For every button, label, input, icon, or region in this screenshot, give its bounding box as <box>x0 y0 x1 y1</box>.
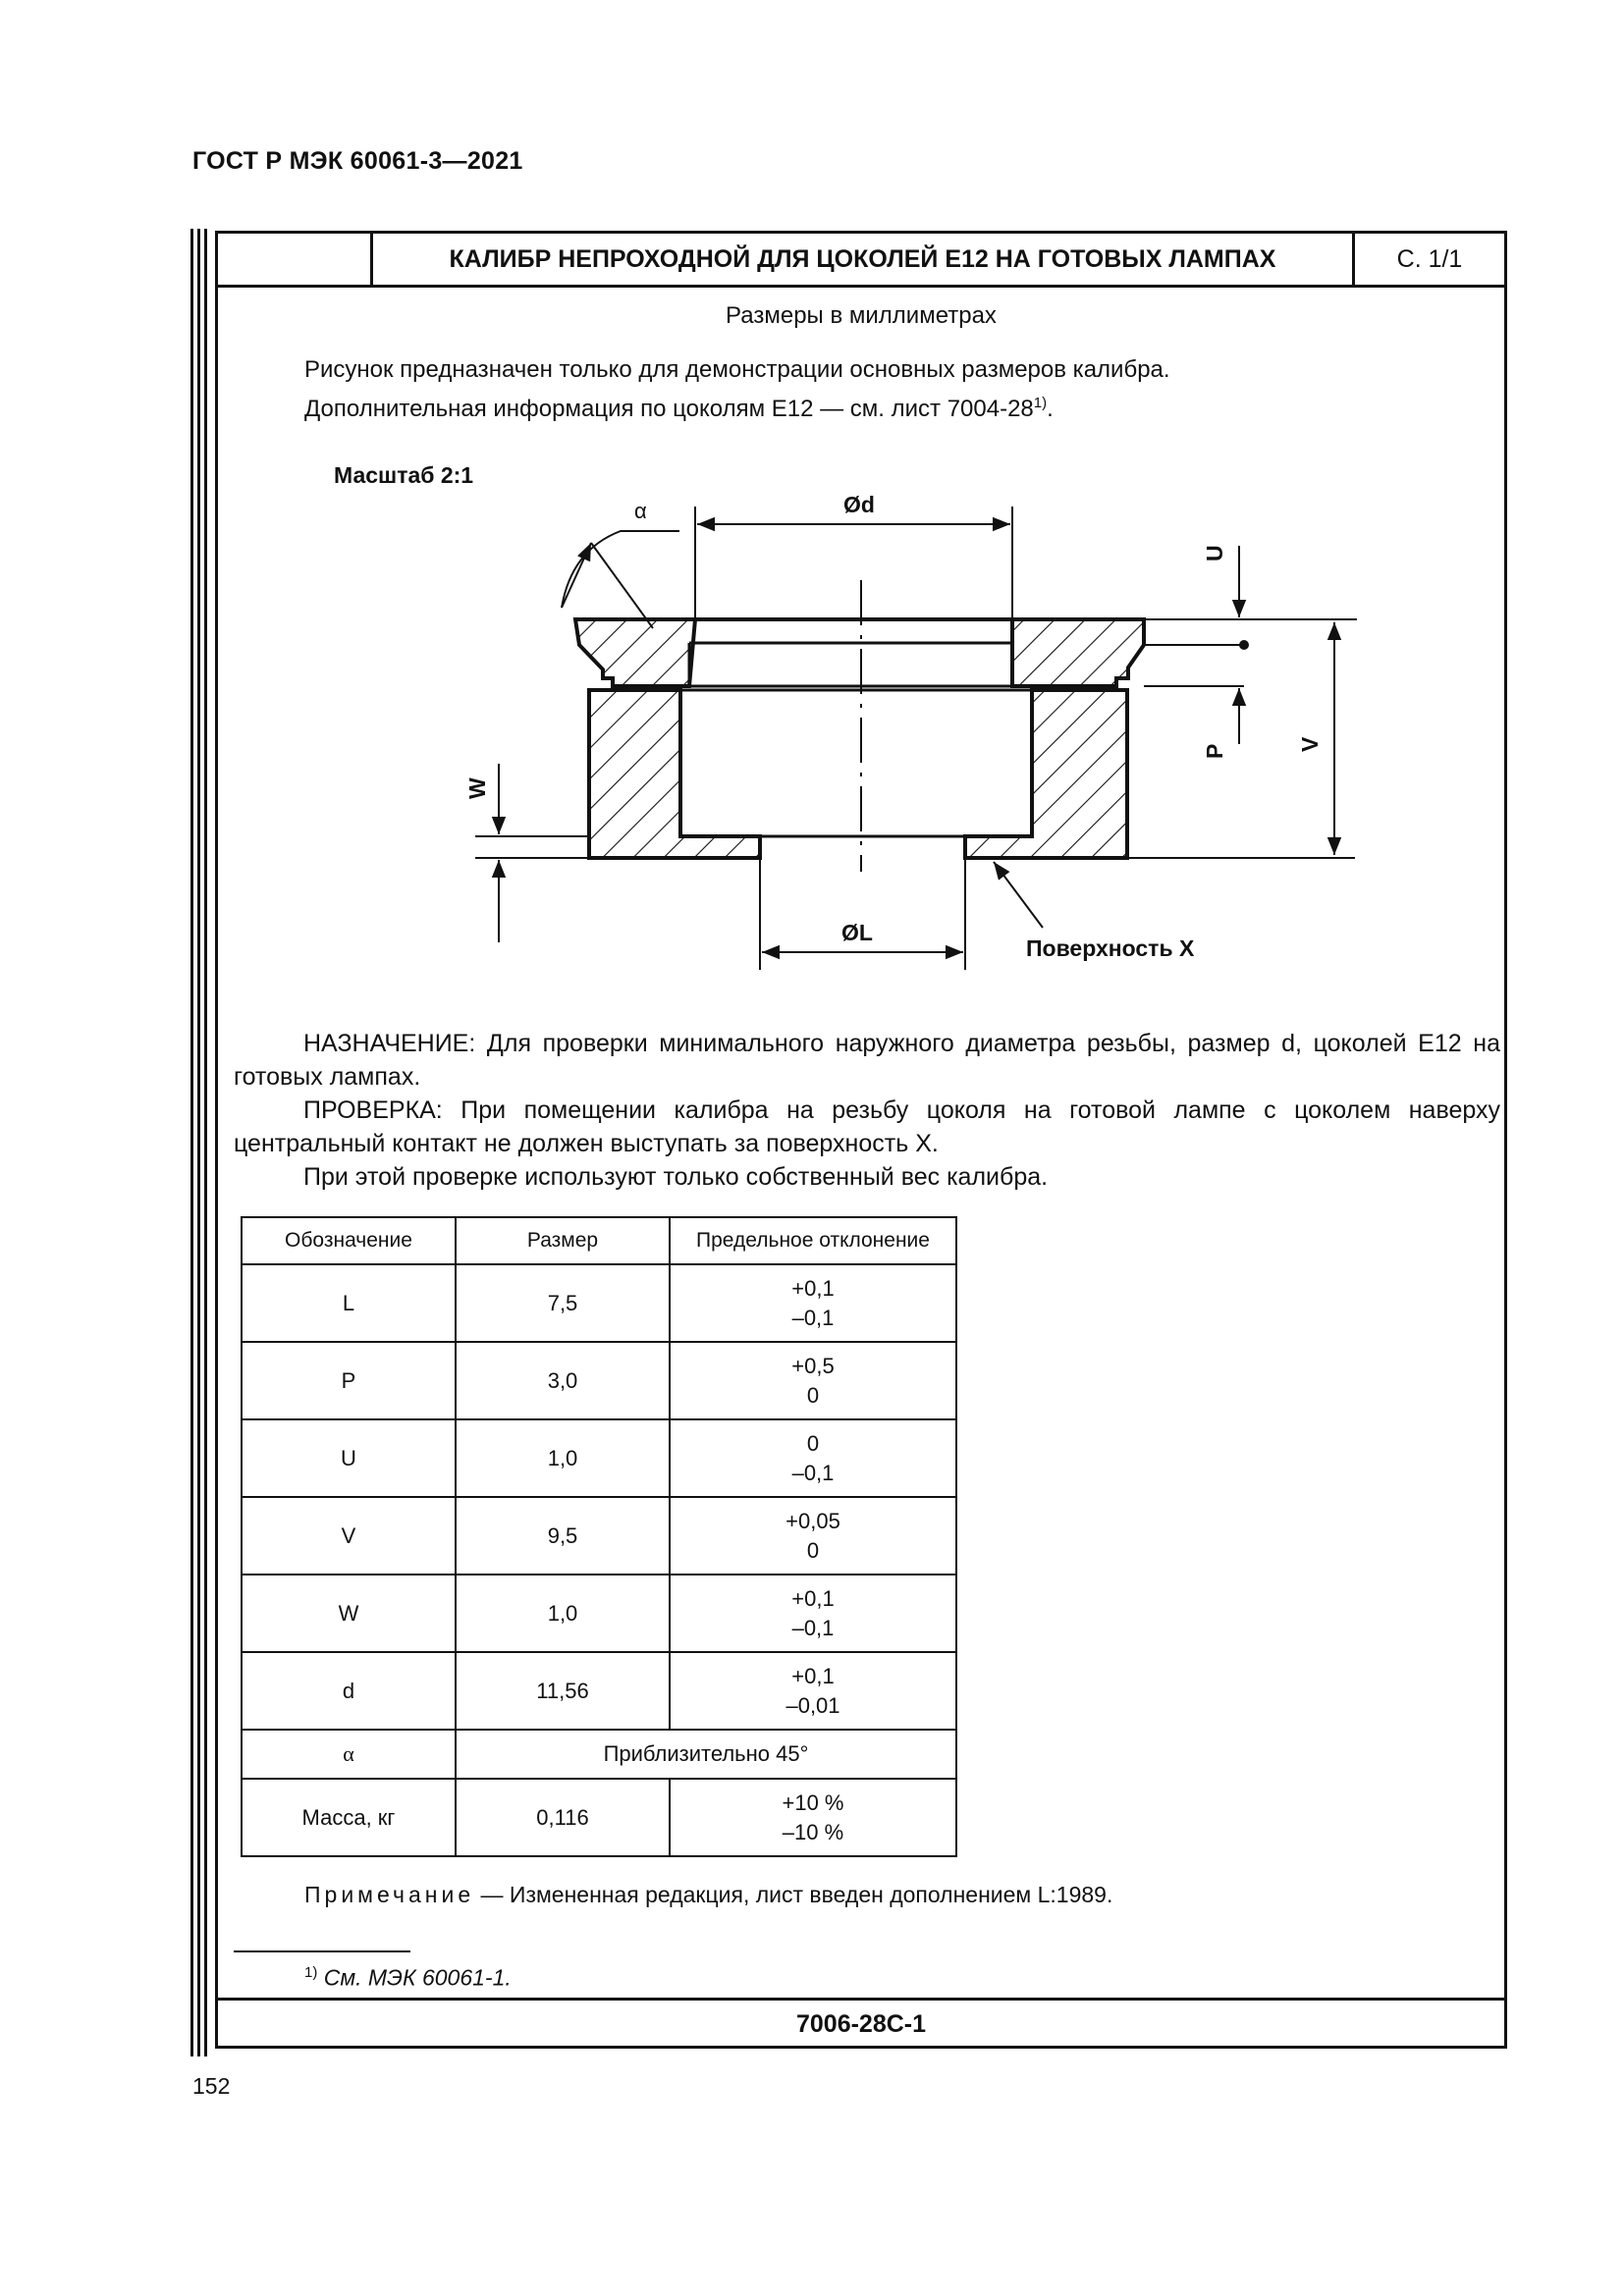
l-dimension-label: ØL <box>841 920 873 945</box>
document-id: ГОСТ Р МЭК 60061-3—2021 <box>192 147 523 175</box>
table-row <box>242 1652 956 1730</box>
cell-symbol: α <box>242 1730 456 1779</box>
column-header: Обозначение <box>242 1217 456 1264</box>
sheet-code: 7006-28C-1 <box>218 1998 1504 2049</box>
cell-size: 3,0 <box>456 1342 670 1419</box>
sheet-frame <box>215 231 1507 2049</box>
body-text <box>234 1027 1500 1194</box>
binding-line <box>204 229 207 2056</box>
sheet-number: С. 1/1 <box>1396 245 1463 273</box>
footnote-mark: 1) <box>304 1964 318 1981</box>
cell-tolerance: 0 –0,1 <box>670 1419 956 1497</box>
page-number: 152 <box>192 2073 231 2099</box>
footnote <box>304 1964 512 1992</box>
scale-label: Масштаб 2:1 <box>334 462 474 488</box>
cell-tolerance: +0,5 0 <box>670 1342 956 1419</box>
cell-tolerance: +0,1 –0,1 <box>670 1264 956 1342</box>
section-body-right <box>965 690 1127 858</box>
cell-size: 1,0 <box>456 1575 670 1652</box>
table-row-alpha <box>242 1730 956 1779</box>
table-row <box>242 1342 956 1419</box>
check-paragraph-2: При этой проверке используют только собственный вес калибра. <box>303 1163 1049 1191</box>
cell-symbol: P <box>242 1342 456 1419</box>
cell-tolerance: +0,1 –0,1 <box>670 1575 956 1652</box>
section-body-left <box>589 690 760 858</box>
note-text: — Измененная редакция, лист введен дополнением L:1989. <box>474 1882 1113 1907</box>
cell-symbol: Масса, кг <box>242 1779 456 1856</box>
table-row-mass <box>242 1779 956 1856</box>
footnote-ref: 1) <box>1033 395 1048 411</box>
table-row <box>242 1497 956 1575</box>
surface-x-label: Поверхность X <box>1026 935 1195 961</box>
column-header: Размер <box>456 1217 670 1264</box>
table-row <box>242 1264 956 1342</box>
purpose-paragraph: НАЗНАЧЕНИЕ: Для проверки минимального наружного диаметра резьбы, размер d, цоколей Е12 на готовых лампах. <box>234 1030 1500 1091</box>
cell-size: 7,5 <box>456 1264 670 1342</box>
table-row <box>242 1575 956 1652</box>
v-dimension-label: V <box>1297 736 1323 752</box>
intro-line-1: Рисунок предназначен только для демонстрации основных размеров калибра. <box>304 356 1170 383</box>
section-flange-left <box>575 619 695 686</box>
intro-line-2: Дополнительная информация по цоколям Е12 — см. лист 7004-28$^{1)}$. <box>304 395 1054 422</box>
section-flange-right <box>1012 619 1144 686</box>
cell-tolerance: +0,1 –0,01 <box>670 1652 956 1730</box>
dimensions-table <box>241 1216 957 1857</box>
footnote-rule <box>234 1950 410 1952</box>
cell-tolerance: +10 % –10 % <box>670 1779 956 1856</box>
u-dimension-label: U <box>1202 545 1227 561</box>
cell-symbol: U <box>242 1419 456 1497</box>
sheet-title: КАЛИБР НЕПРОХОДНОЙ ДЛЯ ЦОКОЛЕЙ Е12 НА ГОТОВЫХ ЛАМПАХ <box>373 234 1355 285</box>
d-dimension-label: Ød <box>843 492 875 517</box>
check-paragraph: ПРОВЕРКА: При помещении калибра на резьбу цоколя на готовой лампе с цоколем наверху центральный контакт не должен выступать за поверхность X. <box>234 1096 1500 1157</box>
cell-size: 1,0 <box>456 1419 670 1497</box>
cell-symbol: d <box>242 1652 456 1730</box>
table-header-row <box>242 1217 956 1264</box>
p-dimension-label: P <box>1202 743 1227 759</box>
w-dimension-label: W <box>464 777 490 799</box>
column-header: Предельное отклонение <box>670 1217 956 1264</box>
note-prefix: Примечание <box>304 1882 475 1907</box>
cell-alpha-value: Приблизительно 45° <box>456 1730 956 1779</box>
note <box>304 1882 1112 1908</box>
table-row <box>242 1419 956 1497</box>
cell-symbol: V <box>242 1497 456 1575</box>
gauge-drawing <box>218 234 1504 1019</box>
cell-symbol: W <box>242 1575 456 1652</box>
cell-size: 11,56 <box>456 1652 670 1730</box>
cell-size: 0,116 <box>456 1779 670 1856</box>
units-note: Размеры в миллиметрах <box>726 302 997 329</box>
binding-line <box>197 229 200 2056</box>
cell-symbol: L <box>242 1264 456 1342</box>
footnote-text: См. МЭК 60061-1. <box>317 1964 512 1991</box>
cell-size: 9,5 <box>456 1497 670 1575</box>
cell-tolerance: +0,05 0 <box>670 1497 956 1575</box>
binding-line <box>190 229 193 2056</box>
alpha-label: α <box>634 499 647 523</box>
